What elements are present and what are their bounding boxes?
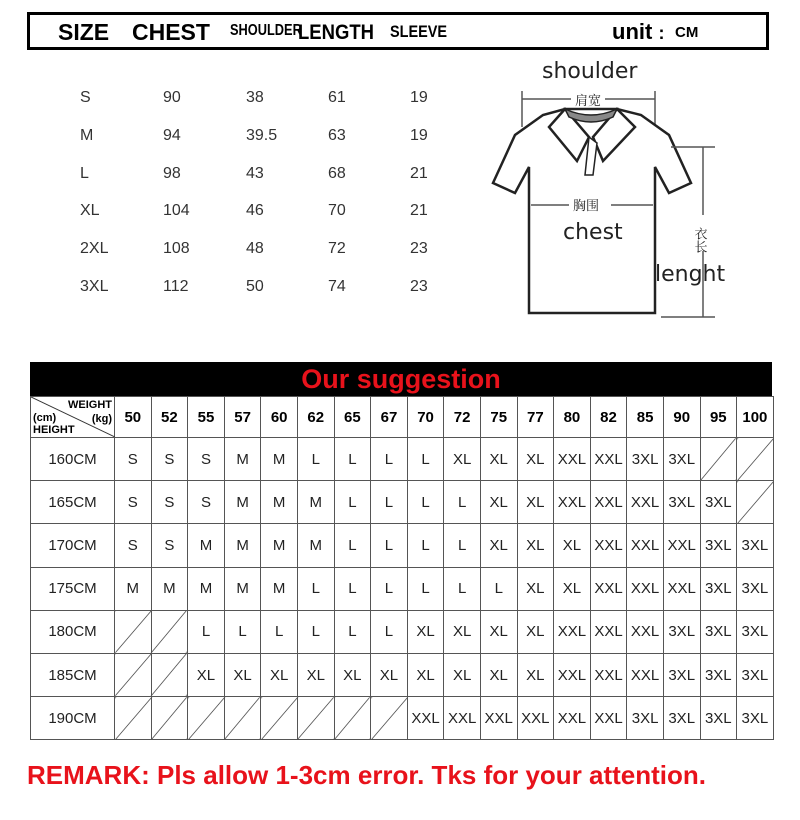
size-cell: S	[188, 438, 225, 481]
empty-cell	[297, 697, 334, 740]
size-cell: XL	[407, 653, 444, 696]
size-cell: XL	[480, 524, 517, 567]
size-cell: L	[371, 567, 408, 610]
size-cell: M	[261, 438, 298, 481]
measurement-cell: 19	[410, 126, 428, 144]
header-unit-value: CM	[675, 24, 699, 41]
weight-header: 50	[115, 397, 152, 438]
size-cell: 3XL	[700, 481, 737, 524]
size-header-bar	[27, 12, 769, 50]
table-row	[31, 481, 774, 524]
empty-cell	[224, 697, 261, 740]
size-cell: M	[188, 567, 225, 610]
size-cell: M	[261, 567, 298, 610]
size-cell: XL	[297, 653, 334, 696]
size-cell: L	[407, 481, 444, 524]
size-cell: XL	[480, 653, 517, 696]
suggestion-grid	[30, 396, 774, 740]
size-cell: M	[151, 567, 188, 610]
size-cell: 3XL	[737, 610, 774, 653]
size-cell: L	[444, 524, 481, 567]
weight-header: 70	[407, 397, 444, 438]
weight-header: 77	[517, 397, 554, 438]
weight-header: 55	[188, 397, 225, 438]
size-cell: XXL	[480, 697, 517, 740]
diagram-chest-cn: 胸围	[573, 199, 600, 214]
measurement-cell: 19	[410, 89, 428, 106]
size-cell: 3XL	[700, 610, 737, 653]
size-cell: L	[188, 610, 225, 653]
measurement-table	[60, 80, 460, 307]
diagram-length-cn: 衣长	[691, 227, 707, 253]
measurement-row	[60, 156, 460, 194]
empty-cell	[115, 610, 152, 653]
height-header: 160CM	[31, 438, 115, 481]
size-cell: XL	[407, 610, 444, 653]
measurement-cell: XL	[80, 202, 100, 220]
size-cell: XXL	[554, 697, 591, 740]
measurement-cell: 70	[328, 202, 346, 220]
size-cell: XXL	[517, 697, 554, 740]
diagram-length-label: lenght	[655, 262, 726, 287]
size-cell: L	[371, 524, 408, 567]
height-header: 165CM	[31, 481, 115, 524]
weight-header: 52	[151, 397, 188, 438]
size-cell: XL	[224, 653, 261, 696]
size-cell: XXL	[407, 697, 444, 740]
empty-cell	[261, 697, 298, 740]
size-cell: XL	[444, 438, 481, 481]
weight-header: 57	[224, 397, 261, 438]
table-row	[31, 567, 774, 610]
size-cell: XL	[554, 524, 591, 567]
size-cell: 3XL	[627, 438, 664, 481]
size-cell: 3XL	[700, 524, 737, 567]
table-row	[31, 653, 774, 696]
size-cell: M	[224, 438, 261, 481]
measurement-cell: 63	[328, 126, 346, 144]
size-cell: L	[334, 524, 371, 567]
size-cell: M	[224, 524, 261, 567]
empty-cell	[737, 481, 774, 524]
measurement-cell: S	[80, 89, 91, 106]
measurement-cell: 46	[246, 202, 264, 220]
header-shoulder: SHOULDER	[230, 22, 302, 39]
size-cell: L	[297, 567, 334, 610]
size-cell: L	[407, 524, 444, 567]
size-cell: XL	[517, 524, 554, 567]
diagram-shoulder-cn: 肩宽	[575, 94, 602, 109]
measurement-cell: 50	[246, 277, 264, 295]
header-size: SIZE	[58, 19, 110, 45]
measurement-cell: 68	[328, 164, 346, 182]
size-cell: XL	[554, 567, 591, 610]
weight-header: 80	[554, 397, 591, 438]
size-cell: L	[334, 610, 371, 653]
size-cell: L	[334, 567, 371, 610]
empty-cell	[115, 697, 152, 740]
corner-kg: (kg)	[91, 413, 112, 425]
size-cell: XXL	[590, 524, 627, 567]
size-cell: M	[115, 567, 152, 610]
size-cell: XXL	[663, 567, 700, 610]
size-cell: XL	[444, 610, 481, 653]
size-cell: M	[224, 481, 261, 524]
size-cell: L	[261, 610, 298, 653]
corner-weight: WEIGHT	[68, 399, 112, 411]
size-cell: L	[371, 610, 408, 653]
measurement-cell: 23	[410, 277, 428, 295]
size-cell: L	[371, 481, 408, 524]
empty-cell	[737, 438, 774, 481]
corner-cm: (cm)	[33, 412, 57, 424]
size-cell: L	[407, 438, 444, 481]
size-cell: L	[334, 481, 371, 524]
measurement-cell: 72	[328, 240, 346, 258]
header-unit-label: unit :	[612, 19, 665, 44]
height-header: 180CM	[31, 610, 115, 653]
shirt-diagram	[485, 55, 745, 325]
size-cell: XXL	[554, 610, 591, 653]
table-row	[31, 697, 774, 740]
measurement-cell: L	[80, 164, 89, 182]
size-cell: M	[224, 567, 261, 610]
empty-cell	[700, 438, 737, 481]
empty-cell	[371, 697, 408, 740]
empty-cell	[115, 653, 152, 696]
size-cell: 3XL	[663, 610, 700, 653]
measurement-cell: 98	[163, 164, 181, 182]
table-row	[31, 610, 774, 653]
measurement-cell: 104	[163, 202, 190, 220]
size-cell: XL	[517, 567, 554, 610]
size-cell: 3XL	[700, 567, 737, 610]
remark-text: REMARK: Pls allow 1-3cm error. Tks for your attention.	[27, 760, 707, 790]
size-cell: XL	[371, 653, 408, 696]
table-row	[31, 438, 774, 481]
size-cell: M	[261, 481, 298, 524]
size-cell: S	[151, 438, 188, 481]
corner-height: HEIGHT	[33, 424, 75, 436]
size-cell: XXL	[627, 610, 664, 653]
measurement-cell: 90	[163, 89, 181, 106]
size-cell: XXL	[444, 697, 481, 740]
size-cell: L	[334, 438, 371, 481]
size-cell: S	[115, 481, 152, 524]
weight-header: 82	[590, 397, 627, 438]
measurement-cell: 112	[163, 277, 189, 295]
size-cell: XL	[334, 653, 371, 696]
measurement-cell: 39.5	[246, 126, 278, 144]
size-cell: XXL	[627, 524, 664, 567]
size-cell: 3XL	[700, 653, 737, 696]
height-header: 175CM	[31, 567, 115, 610]
diagram-shoulder-label: shoulder	[542, 59, 638, 84]
height-header: 185CM	[31, 653, 115, 696]
size-cell: L	[444, 567, 481, 610]
weight-header: 85	[627, 397, 664, 438]
measurement-cell: 61	[328, 89, 346, 106]
size-cell: 3XL	[737, 524, 774, 567]
measurement-cell: 23	[410, 240, 428, 258]
empty-cell	[334, 697, 371, 740]
measurement-cell: 108	[163, 240, 190, 258]
size-cell: XXL	[627, 567, 664, 610]
measurement-cell: M	[80, 126, 94, 144]
empty-cell	[188, 697, 225, 740]
size-cell: XL	[480, 481, 517, 524]
measurement-cell: 21	[410, 164, 428, 182]
size-cell: 3XL	[737, 653, 774, 696]
weight-header: 90	[663, 397, 700, 438]
size-cell: S	[151, 481, 188, 524]
size-cell: XL	[517, 653, 554, 696]
weight-header: 75	[480, 397, 517, 438]
size-cell: XL	[261, 653, 298, 696]
empty-cell	[151, 610, 188, 653]
size-cell: XXL	[590, 438, 627, 481]
size-cell: 3XL	[627, 697, 664, 740]
size-cell: 3XL	[663, 481, 700, 524]
size-cell: XXL	[627, 653, 664, 696]
size-cell: M	[188, 524, 225, 567]
size-cell: L	[297, 438, 334, 481]
suggestion-title: Our suggestion	[301, 364, 501, 394]
measurement-row	[60, 80, 460, 118]
height-header: 190CM	[31, 697, 115, 740]
measurement-cell: 38	[246, 89, 264, 106]
size-cell: L	[297, 610, 334, 653]
size-cell: L	[480, 567, 517, 610]
size-cell: 3XL	[737, 697, 774, 740]
weight-header: 60	[261, 397, 298, 438]
height-header: 170CM	[31, 524, 115, 567]
size-cell: XL	[517, 481, 554, 524]
measurement-row	[60, 118, 460, 156]
size-cell: XXL	[590, 697, 627, 740]
size-cell: M	[261, 524, 298, 567]
measurement-cell: 74	[328, 277, 346, 295]
size-cell: 3XL	[663, 653, 700, 696]
diagram-chest-label: chest	[563, 220, 623, 245]
measurement-row	[60, 193, 460, 231]
size-cell: XL	[480, 610, 517, 653]
measurement-cell: 2XL	[80, 240, 109, 258]
empty-cell	[151, 653, 188, 696]
size-cell: S	[115, 524, 152, 567]
measurement-cell: 21	[410, 202, 428, 220]
measurement-cell: 48	[246, 240, 264, 258]
measurement-row	[60, 269, 460, 307]
size-cell: XXL	[554, 653, 591, 696]
size-cell: XXL	[663, 524, 700, 567]
weight-header: 100	[737, 397, 774, 438]
size-cell: XL	[444, 653, 481, 696]
suggestion-title-bar	[30, 362, 772, 396]
weight-header: 67	[371, 397, 408, 438]
measurement-cell: 94	[163, 126, 181, 144]
size-cell: 3XL	[663, 438, 700, 481]
size-cell: S	[115, 438, 152, 481]
weight-header: 95	[700, 397, 737, 438]
size-cell: S	[188, 481, 225, 524]
measurement-cell: 3XL	[80, 277, 109, 295]
size-cell: XL	[517, 438, 554, 481]
weight-header: 62	[297, 397, 334, 438]
measurement-row	[60, 231, 460, 269]
size-cell: XXL	[590, 481, 627, 524]
size-cell: XXL	[590, 610, 627, 653]
size-cell: XL	[517, 610, 554, 653]
size-cell: L	[224, 610, 261, 653]
size-cell: XL	[480, 438, 517, 481]
header-sleeve: SLEEVE	[390, 22, 448, 41]
size-cell: XXL	[554, 481, 591, 524]
table-row	[31, 524, 774, 567]
grid-corner-cell	[31, 397, 115, 438]
size-cell: XL	[188, 653, 225, 696]
size-cell: S	[151, 524, 188, 567]
size-cell: XXL	[627, 481, 664, 524]
size-cell: M	[297, 481, 334, 524]
size-cell: XXL	[590, 567, 627, 610]
size-cell: L	[407, 567, 444, 610]
weight-header: 72	[444, 397, 481, 438]
size-cell: 3XL	[663, 697, 700, 740]
weight-header: 65	[334, 397, 371, 438]
size-cell: M	[297, 524, 334, 567]
size-cell: XXL	[590, 653, 627, 696]
measurement-cell: 43	[246, 164, 264, 182]
size-cell: L	[371, 438, 408, 481]
size-cell: 3XL	[737, 567, 774, 610]
header-length: LENGTH	[298, 21, 374, 44]
size-cell: L	[444, 481, 481, 524]
empty-cell	[151, 697, 188, 740]
header-chest: CHEST	[132, 19, 210, 45]
size-cell: 3XL	[700, 697, 737, 740]
size-cell: XXL	[554, 438, 591, 481]
